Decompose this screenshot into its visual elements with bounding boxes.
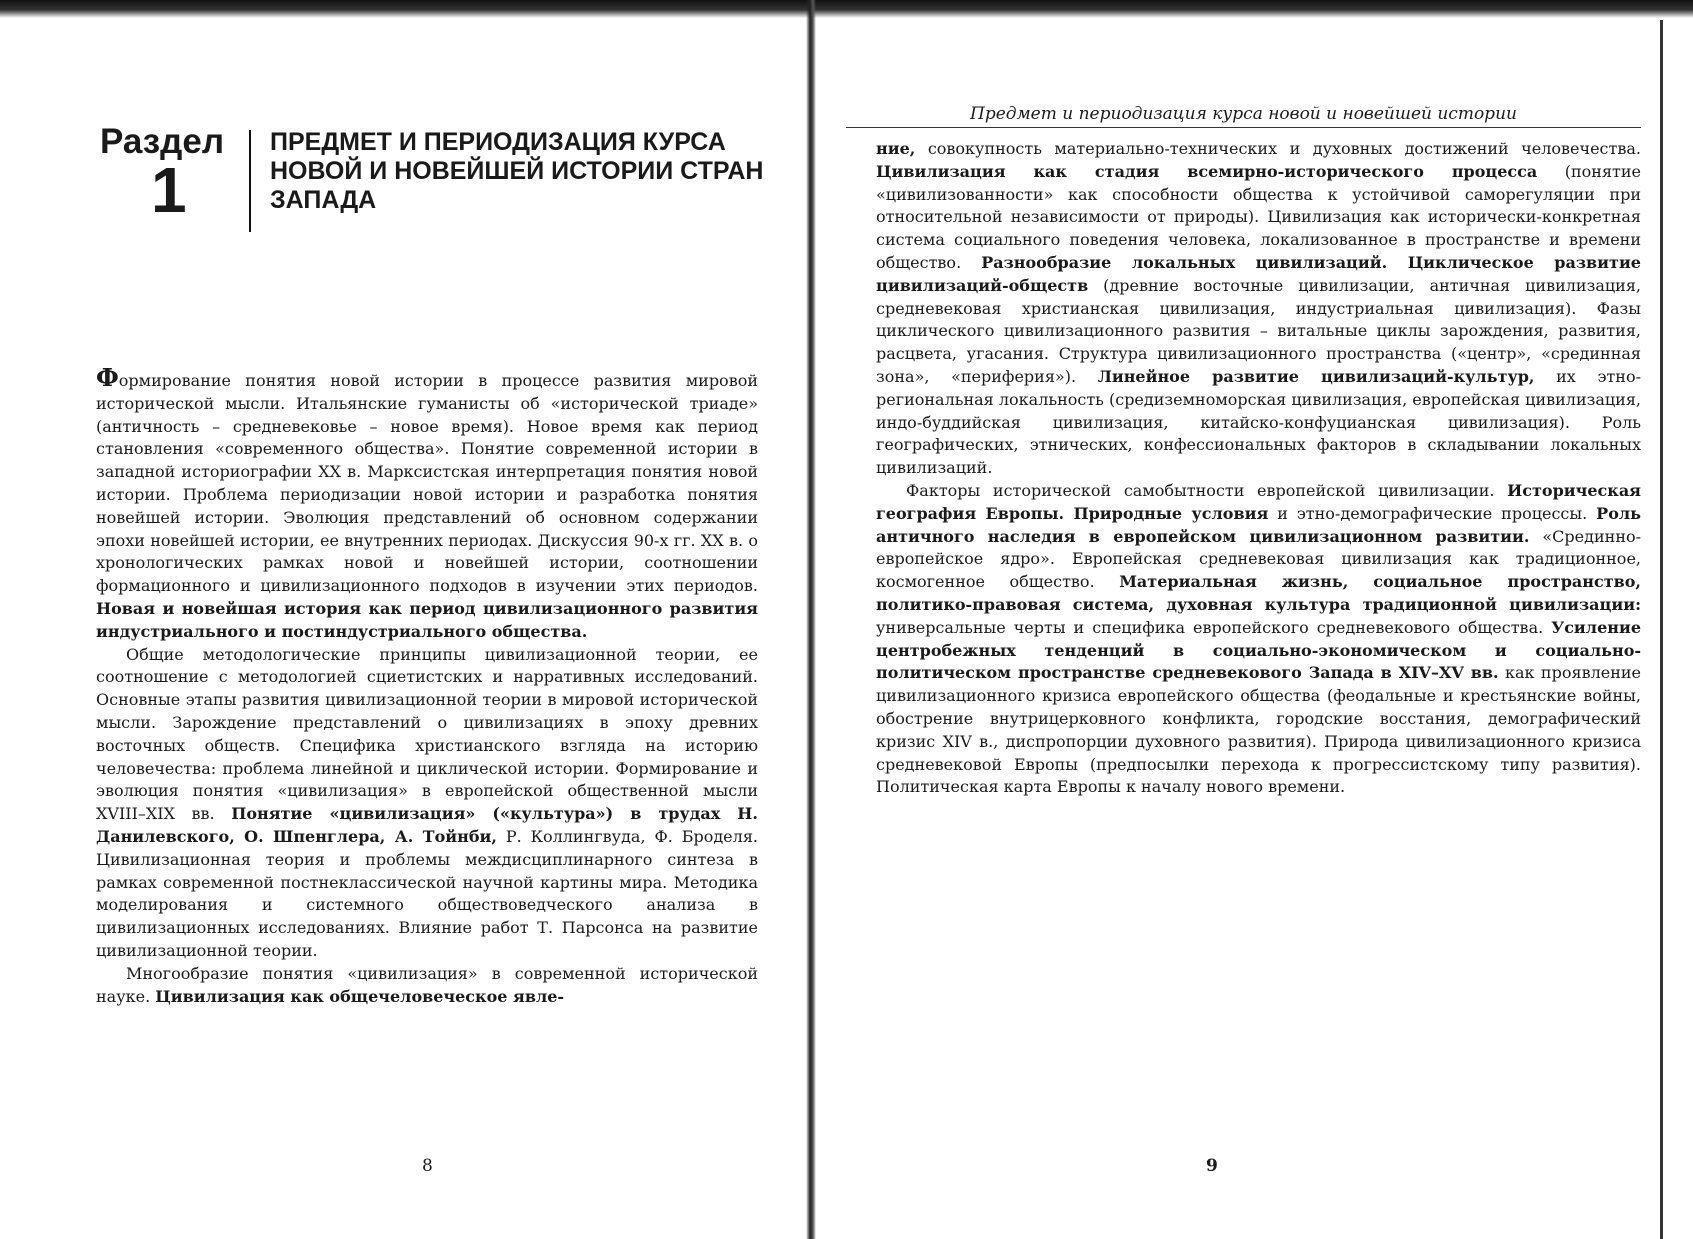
- bold-run: Понятие «цивилизация» («культура») в трудах Н. Данилевского, О. Шпенглера, А. Тойнби,: [96, 804, 758, 846]
- text-run: Общие методологические принципы цивилизационной теории, ее соотношение с методологией сциетистских и нарративных исследований. Основные этапы развития цивилизационной теории в мировой исторической мысли. Зарождение представлений о цивилизациях в эпоху древних восточных обществ. Специфика христианского взгляда на историю человечества: проблема линейной и циклической истории. Формирование и эволюция понятия «цивилизация» в европейской общественной мысли XVIII–XIX вв.: [96, 644, 758, 824]
- text-run: универсальные черты и специфика европейского средневекового общества.: [876, 617, 1544, 637]
- text-run: совокупность материально-технических и духовных достижений человечества.: [927, 139, 1641, 158]
- text-run: как проявление цивилизационного кризиса европейского общества (феодальные и крестьянские войны, обострение внутрицерковного конфликта, городские восстания, демографический кризис XIV в., диспропорции духовного развития). Природа цивилизационного кризиса средневековой Европы (предпосылки перехода к прогрессистскому типу развития). Политическая карта Европы к началу нового времени.: [876, 663, 1642, 797]
- text-run: ормирование понятия новой истории в процессе развития мировой исторической мысли. Итальянские гуманисты об «исторической триаде» (античность – средневековье – новое время). Новое время как период становления «современного общества». Понятие современной истории в западной историографии XX в. Марксистская интерпретация понятия новой истории. Проблема периодизации новой истории и разработка понятия новейшей истории. Эволюция представлений об основном содержании эпохи новейшей истории, ее внутренних периодах. Дискуссия 90-х гг. XX в. о хронологических рамках новой и новейшей истории, соотношении формационного и цивилизационного подходов в изучении этих периодов.: [96, 371, 758, 596]
- left-body-text: [96, 363, 758, 1008]
- section-heading: [96, 122, 776, 232]
- drop-cap: Ф: [96, 363, 119, 392]
- right-page: [816, 0, 1660, 1239]
- text-run: Р. Коллингвуда, Ф. Броделя. Цивилизационная теория и проблемы междисциплинарного синтеза в рамках современной постнеклассической научной картины мира. Методика моделирования и системного обществоведческого анализа в цивилизационных исследованиях. Влияние работ Т. Парсонса на развитие цивилизационной теории.: [96, 826, 758, 960]
- page-number: 8: [422, 1156, 433, 1176]
- page-number: 9: [1206, 1156, 1218, 1176]
- section-number: 1: [151, 154, 187, 226]
- right-body-text: [876, 138, 1641, 799]
- paragraph: [96, 644, 758, 963]
- bold-run: ние,: [876, 139, 916, 158]
- text-run: «Срединно-европейское ядро». Европейская средневековая цивилизация как традиционное, космогенное общество.: [876, 526, 1642, 592]
- bold-run: Роль античного наследия в европейском цивилизационном развитии.: [876, 503, 1642, 546]
- bold-run: Цивилизация как стадия всемирно-исторического процесса: [876, 161, 1538, 181]
- text-run: (понятие «цивилизованности» как способности общества к устойчивой саморегуляции при относительной независимости от природы). Цивилизация как исторически-конкретная система социального поведения человека, локализованное в пространстве и времени общество.: [876, 161, 1642, 272]
- paragraph: [876, 480, 1641, 799]
- text-run: (древние восточные цивилизации, античная цивилизация, средневековая христианская цивилизация, индустриальная цивилизация). Фазы циклического цивилизационного развития – витальные циклы зарождения, развития, расцвета, угасания. Структура цивилизационного пространства («центр», «срединная зона», «периферия»).: [876, 275, 1641, 386]
- scan-right-edge: [1660, 20, 1663, 1239]
- section-divider: [249, 130, 251, 232]
- text-run: их этно-региональная локальность (средиземноморская цивилизация, европейская цивилизация, индо-буддийская цивилизация, китайско-конфуцианская цивилизация). Роль географических, этнических, конфессиональных факторов в складывании локальных цивилизаций.: [876, 366, 1641, 478]
- text-run: Факторы исторической самобытности европейской цивилизации.: [906, 480, 1495, 500]
- bold-run: Усиление центробежных тенденций в социально-экономическом и социально-политическом пространстве средневекового Запада в XIV–XV вв.: [876, 617, 1642, 683]
- bold-run: Разнообразие локальных цивилизаций. Циклическое развитие цивилизаций-обществ: [876, 252, 1641, 295]
- running-header: Предмет и периодизация курса новой и новейшей истории: [846, 104, 1641, 128]
- bold-run: Линейное развитие цивилизаций-культур,: [1097, 366, 1535, 386]
- section-title: ПРЕДМЕТ И ПЕРИОДИЗАЦИЯ КУРСА НОВОЙ И НОВЕЙШЕЙ ИСТОРИИ СТРАН ЗАПАДА: [270, 128, 764, 214]
- paragraph: [96, 963, 758, 1009]
- paragraph: [876, 138, 1641, 480]
- bold-run: Историческая география Европы. Природные условия: [876, 480, 1641, 523]
- section-word: Раздел: [100, 122, 225, 161]
- bold-run: Материальная жизнь, социальное пространство, политико-правовая система, духовная культура традиционной цивилизации:: [876, 572, 1642, 614]
- left-page: [0, 0, 806, 1239]
- text-run: и этно-демографические процессы.: [1277, 503, 1588, 523]
- bold-run: Цивилизация как общечеловеческое явле-: [155, 986, 565, 1006]
- text-run: Многообразие понятия «цивилизация» в современной исторической науке.: [96, 963, 758, 1006]
- bold-run: Новая и новейшая история как период цивилизационного развития индустриального и постиндустриального общества.: [96, 598, 758, 641]
- book-gutter: [806, 0, 816, 1239]
- paragraph: [96, 363, 758, 644]
